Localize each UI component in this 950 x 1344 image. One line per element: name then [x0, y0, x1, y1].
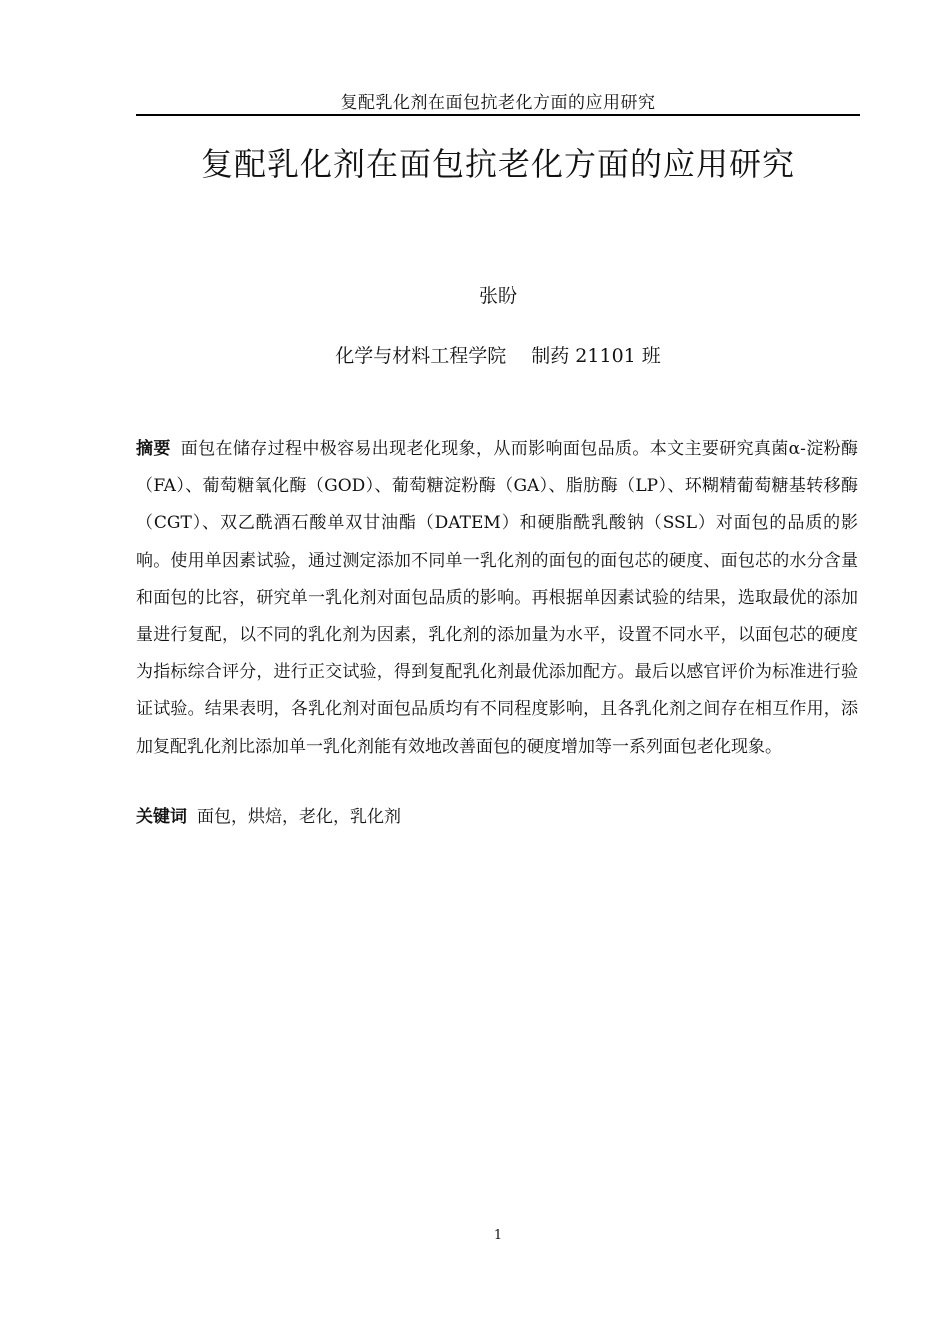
- author-affiliation: 化学与材料工程学院 制药 21101 班: [335, 345, 661, 367]
- author-name: 张盼: [478, 285, 517, 307]
- abstract-label: 摘要: [136, 439, 171, 459]
- page-number: 1: [493, 1228, 503, 1243]
- keywords-label: 关键词: [136, 807, 187, 827]
- running-header: 复配乳化剂在面包抗老化方面的应用研究: [340, 93, 656, 113]
- keywords-text: 面包，烘焙，老化，乳化剂: [197, 807, 401, 827]
- header-rule: [136, 114, 860, 116]
- abstract-text: 面包在储存过程中极容易出现老化现象，从而影响面包品质。本文主要研究真菌α-淀粉酶（FA）、葡萄糖氧化酶（GOD）、葡萄糖淀粉酶（GA）、脂肪酶（LP）、环糊精葡萄糖基转移酶（CGT）、双乙酰酒石酸单双甘油酯（DATEM）和硬脂酰乳酸钠（SSL）对面包的品质的影响。使用单因素试验，通过测定添加不同单一乳化剂的面包的面包芯的硬度、面包芯的水分含量和面包的比容，研究单一乳化剂对面包品质的影响。再根据单因素试验的结果，选取最优的添加量进行复配，以不同的乳化剂为因素，乳化剂的添加量为水平，设置不同水平，以面包芯的硬度为指标综合评分，进行正交试验，得到复配乳化剂最优添加配方。最后以感官评价为标准进行验证试验。结果表明，各乳化剂对面包品质均有不同程度影响，且各乳化剂之间存在相互作用，添加复配乳化剂比添加单一乳化剂能有效地改善面包的硬度增加等一系列面包老化现象。: [136, 439, 858, 757]
- keywords-paragraph: [136, 799, 858, 836]
- abstract-paragraph: [136, 431, 858, 766]
- paper-title: 复配乳化剂在面包抗老化方面的应用研究: [200, 145, 795, 183]
